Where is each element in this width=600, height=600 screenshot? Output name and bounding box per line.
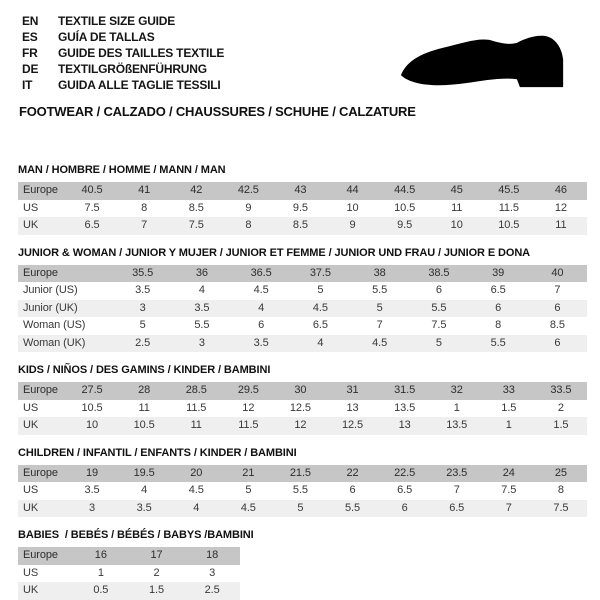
row-label: Europe xyxy=(23,549,58,561)
size-cell: 4 xyxy=(193,501,200,514)
size-table-section xyxy=(18,247,587,353)
table-title: MAN / HOMBRE / HOMME / MANN / MAN xyxy=(18,164,226,176)
size-cell: 6 xyxy=(554,336,561,349)
size-cell: 21 xyxy=(242,466,255,479)
row-label: Junior (UK) xyxy=(23,301,78,314)
size-cell: 7 xyxy=(505,501,512,514)
table-row xyxy=(18,317,587,335)
size-cell: 39 xyxy=(492,266,505,279)
size-cell: 23.5 xyxy=(446,466,468,479)
size-cell: 5.5 xyxy=(194,319,210,331)
size-cell: 12.5 xyxy=(342,419,364,431)
language-code: EN xyxy=(22,14,39,28)
table-row xyxy=(18,182,587,200)
size-cell: 3.5 xyxy=(253,336,269,349)
size-cell: 3 xyxy=(89,501,96,514)
size-cell: 13.5 xyxy=(394,401,416,414)
size-cell: 4.5 xyxy=(240,501,256,514)
size-cell: 27.5 xyxy=(81,384,103,396)
language-row xyxy=(22,13,224,29)
size-cell: 8 xyxy=(245,219,252,231)
size-cell: 2.5 xyxy=(204,584,220,596)
size-cell: 5 xyxy=(297,501,304,514)
size-cell: 31.5 xyxy=(394,384,416,396)
language-label: TEXTILGRÖßENFÜHRUNG xyxy=(58,62,207,76)
size-cell: 7 xyxy=(376,319,383,331)
size-cell: 1 xyxy=(97,566,104,579)
size-cell: 33.5 xyxy=(550,384,572,396)
row-label: UK xyxy=(23,584,39,596)
size-table xyxy=(18,265,587,353)
size-cell: 38.5 xyxy=(428,266,450,279)
size-cell: 13.5 xyxy=(446,419,468,431)
size-cell: 5.5 xyxy=(372,284,388,296)
size-cell: 19.5 xyxy=(133,466,155,479)
size-cell: 10 xyxy=(86,419,99,431)
size-cell: 8 xyxy=(557,484,564,496)
size-cell: 4 xyxy=(198,284,205,296)
size-cell: 10.5 xyxy=(81,401,103,414)
size-cell: 8.5 xyxy=(292,219,308,231)
size-cell: 4.5 xyxy=(372,336,388,349)
size-cell: 18 xyxy=(206,549,219,561)
size-cell: 29.5 xyxy=(237,384,259,396)
row-label: US xyxy=(23,201,39,214)
language-row xyxy=(22,61,224,77)
size-cell: 19 xyxy=(86,466,99,479)
size-cell: 5 xyxy=(245,484,252,496)
size-cell: 46 xyxy=(554,184,567,196)
size-cell: 45.5 xyxy=(498,184,520,196)
size-cell: 11 xyxy=(555,219,567,231)
size-cell: 11 xyxy=(190,419,202,431)
table-row xyxy=(18,400,587,418)
size-cell: 10.5 xyxy=(498,219,520,231)
size-cell: 43 xyxy=(294,184,307,196)
size-cell: 36 xyxy=(195,266,208,279)
language-code: ES xyxy=(22,30,38,44)
size-cell: 1 xyxy=(453,401,460,414)
size-cell: 12 xyxy=(294,419,307,431)
size-cell: 11 xyxy=(451,201,463,214)
size-cell: 7.5 xyxy=(84,201,100,214)
size-cell: 5.5 xyxy=(431,301,447,314)
size-cell: 30 xyxy=(294,384,307,396)
size-cell: 8.5 xyxy=(549,319,565,331)
language-list xyxy=(22,13,224,93)
table-title: KIDS / NIÑOS / DES GAMINS / KINDER / BAMBINI xyxy=(18,364,271,376)
language-code: FR xyxy=(22,46,38,60)
table-title: BABIES / BEBÉS / BÉBÉS / BABYS /BAMBINI xyxy=(18,529,254,541)
size-table-section xyxy=(18,447,587,518)
size-cell: 5.5 xyxy=(292,484,308,496)
size-cell: 7.5 xyxy=(501,484,517,496)
row-label: US xyxy=(23,566,39,579)
table-row xyxy=(18,265,587,283)
size-cell: 12 xyxy=(554,201,567,214)
size-cell: 3.5 xyxy=(84,484,100,496)
size-cell: 1.5 xyxy=(553,419,569,431)
size-table xyxy=(18,465,587,518)
row-label: Woman (US) xyxy=(23,319,86,331)
table-title: JUNIOR & WOMAN / JUNIOR Y MUJER / JUNIOR ET FEMME / JUNIOR UND FRAU / JUNIOR E DONA xyxy=(18,246,531,259)
size-cell: 7.5 xyxy=(553,501,569,514)
size-cell: 6.5 xyxy=(490,284,506,296)
size-cell: 3 xyxy=(139,301,146,314)
size-cell: 6 xyxy=(554,301,561,314)
size-cell: 22 xyxy=(346,466,359,479)
size-cell: 8 xyxy=(495,319,502,331)
size-cell: 4 xyxy=(258,301,265,314)
row-label: US xyxy=(23,401,39,414)
size-cell: 7 xyxy=(453,484,460,496)
table-row xyxy=(18,417,587,435)
size-table xyxy=(18,382,587,435)
language-code: DE xyxy=(22,62,39,76)
table-row xyxy=(18,200,587,218)
size-cell: 20 xyxy=(190,466,203,479)
size-cell: 10 xyxy=(450,219,463,231)
size-table xyxy=(18,547,240,600)
row-label: UK xyxy=(23,219,39,231)
table-row xyxy=(18,300,587,318)
size-cell: 13 xyxy=(398,419,411,431)
size-cell: 10 xyxy=(346,201,359,214)
size-cell: 6 xyxy=(349,484,356,496)
size-cell: 13 xyxy=(346,401,359,414)
size-table-section xyxy=(18,529,587,600)
size-cell: 5 xyxy=(376,301,383,314)
size-cell: 5 xyxy=(317,284,324,296)
language-label: GUIDA ALLE TAGLIE TESSILI xyxy=(58,78,221,92)
size-table-section xyxy=(18,364,587,435)
size-cell: 21.5 xyxy=(289,466,311,479)
size-cell: 33 xyxy=(502,384,515,396)
size-cell: 3.5 xyxy=(135,284,151,296)
size-cell: 5.5 xyxy=(345,501,361,514)
size-cell: 5.5 xyxy=(490,336,506,349)
language-label: TEXTILE SIZE GUIDE xyxy=(58,14,176,28)
size-cell: 4 xyxy=(141,484,148,496)
table-row xyxy=(18,217,587,235)
size-cell: 10.5 xyxy=(394,201,416,214)
size-cell: 12 xyxy=(242,401,255,414)
size-cell: 5 xyxy=(435,336,442,349)
table-row xyxy=(18,382,587,400)
size-cell: 3.5 xyxy=(194,301,210,314)
size-cell: 9 xyxy=(349,219,356,231)
table-row xyxy=(18,282,587,300)
size-cell: 37.5 xyxy=(309,266,331,279)
dress-shoe-icon xyxy=(399,30,571,94)
size-cell: 7 xyxy=(141,219,148,231)
size-cell: 11.5 xyxy=(238,419,259,431)
row-label: Europe xyxy=(23,184,58,196)
size-cell: 25 xyxy=(554,466,567,479)
language-label: GUIDE DES TAILLES TEXTILE xyxy=(58,46,225,60)
table-row xyxy=(18,482,587,500)
size-cell: 35.5 xyxy=(132,266,154,279)
size-cell: 3 xyxy=(198,336,205,349)
language-label: GUÍA DE TALLAS xyxy=(58,30,155,44)
size-tables xyxy=(18,164,587,600)
size-table-section xyxy=(18,164,587,235)
category-title: FOOTWEAR / CALZADO / CHAUSSURES / SCHUHE / CALZATURE xyxy=(19,104,416,119)
size-cell: 6.5 xyxy=(449,501,465,514)
size-cell: 24 xyxy=(502,466,515,479)
size-cell: 3 xyxy=(209,566,216,579)
size-cell: 11 xyxy=(138,401,150,414)
size-cell: 1.5 xyxy=(501,401,517,414)
row-label: Europe xyxy=(23,466,58,479)
size-cell: 9.5 xyxy=(292,201,308,214)
size-cell: 8 xyxy=(141,201,148,214)
language-row xyxy=(22,29,224,45)
size-cell: 38 xyxy=(373,266,386,279)
size-cell: 0.5 xyxy=(93,584,109,596)
size-cell: 45 xyxy=(450,184,463,196)
size-cell: 44.5 xyxy=(394,184,416,196)
size-cell: 36.5 xyxy=(250,266,272,279)
size-cell: 6.5 xyxy=(397,484,413,496)
language-row xyxy=(22,45,224,61)
size-cell: 11.5 xyxy=(186,401,207,414)
size-cell: 7.5 xyxy=(188,219,204,231)
row-label: Junior (US) xyxy=(23,284,78,296)
size-cell: 40.5 xyxy=(81,184,103,196)
size-table xyxy=(18,182,587,235)
size-cell: 6 xyxy=(435,284,442,296)
size-cell: 16 xyxy=(94,549,107,561)
table-title: CHILDREN / INFANTIL / ENFANTS / KINDER / BAMBINI xyxy=(18,446,297,459)
size-cell: 4.5 xyxy=(253,284,269,296)
size-cell: 6 xyxy=(401,501,408,514)
size-cell: 10.5 xyxy=(133,419,155,431)
language-row xyxy=(22,77,224,93)
size-cell: 17 xyxy=(150,549,163,561)
size-cell: 12.5 xyxy=(289,401,311,414)
size-cell: 9.5 xyxy=(397,219,413,231)
size-cell: 41 xyxy=(138,184,151,196)
size-cell: 2 xyxy=(557,401,564,414)
size-cell: 28.5 xyxy=(185,384,207,396)
size-cell: 7 xyxy=(554,284,561,296)
size-cell: 2.5 xyxy=(135,336,151,349)
size-cell: 42.5 xyxy=(237,184,259,196)
row-label: Woman (UK) xyxy=(23,336,86,349)
table-row xyxy=(18,565,240,583)
size-cell: 40 xyxy=(551,266,564,279)
table-row xyxy=(18,500,587,518)
size-cell: 2 xyxy=(153,566,160,579)
row-label: Europe xyxy=(23,266,58,279)
size-cell: 5 xyxy=(139,319,146,331)
dress-shoe-silhouette xyxy=(401,36,563,87)
row-label: UK xyxy=(23,419,39,431)
language-code: IT xyxy=(22,78,33,92)
table-row xyxy=(18,582,240,600)
size-cell: 11.5 xyxy=(498,201,519,214)
size-cell: 42 xyxy=(190,184,203,196)
size-cell: 6 xyxy=(258,319,265,331)
table-row xyxy=(18,335,587,353)
size-cell: 6 xyxy=(495,301,502,314)
size-cell: 7.5 xyxy=(431,319,447,331)
size-cell: 6.5 xyxy=(312,319,328,331)
row-label: US xyxy=(23,484,39,496)
size-cell: 1.5 xyxy=(148,584,164,596)
size-cell: 32 xyxy=(450,384,463,396)
size-cell: 4 xyxy=(317,336,324,349)
size-cell: 6.5 xyxy=(84,219,100,231)
row-label: UK xyxy=(23,501,39,514)
size-cell: 4.5 xyxy=(312,301,328,314)
size-cell: 9 xyxy=(245,201,252,214)
size-cell: 28 xyxy=(138,384,151,396)
size-cell: 1 xyxy=(505,419,512,431)
row-label: Europe xyxy=(23,384,58,396)
size-cell: 3.5 xyxy=(136,501,152,514)
table-row xyxy=(18,465,587,483)
size-cell: 31 xyxy=(346,384,359,396)
table-row xyxy=(18,547,240,565)
size-cell: 8.5 xyxy=(188,201,204,214)
size-cell: 4.5 xyxy=(188,484,204,496)
size-cell: 22.5 xyxy=(394,466,416,479)
size-cell: 44 xyxy=(346,184,359,196)
